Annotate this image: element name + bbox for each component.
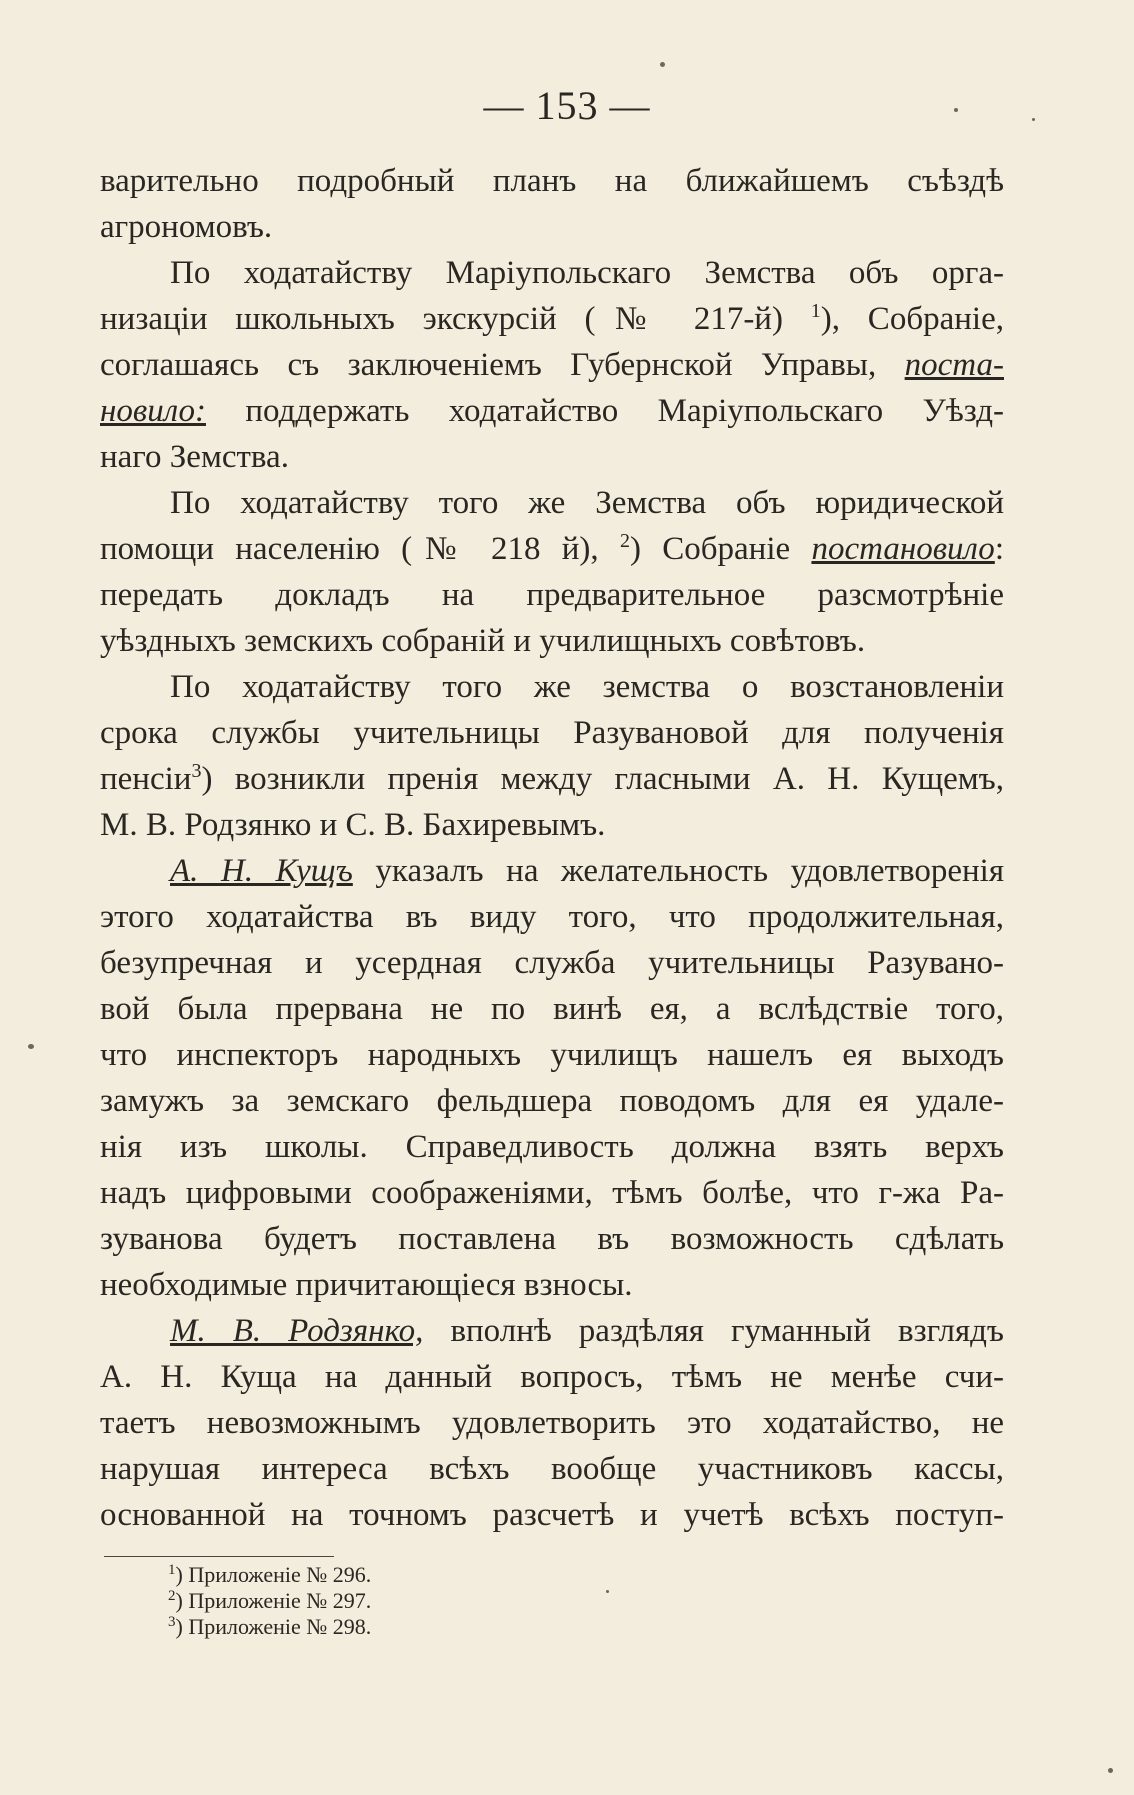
print-speck: [660, 62, 665, 67]
text-segment: По ходатайству того же земства о возстановленіи: [170, 669, 1004, 705]
text-line: [100, 1308, 1004, 1354]
text-line: [100, 296, 1004, 342]
text-segment: что инспекторъ народныхъ училищъ нашелъ ея выходъ: [100, 1037, 1004, 1073]
text-segment: пенсіи: [100, 761, 192, 797]
text-line: [100, 848, 1004, 894]
text-segment: агрономовъ.: [100, 209, 273, 245]
text-segment: безупречная и усердная служба учительницы Разувано-: [100, 945, 1004, 981]
footnote-ref: 3: [191, 760, 202, 782]
text-segment: вполнѣ раздѣляя гуманный взглядъ: [423, 1313, 1004, 1349]
text-segment: нарушая интереса всѣхъ вообще участниковъ кассы,: [100, 1451, 1004, 1487]
text-line: [100, 526, 1004, 572]
text-segment: уѣздныхъ земскихъ собраній и училищныхъ совѣтовъ.: [100, 623, 866, 659]
footnote-number: 1: [168, 1562, 176, 1578]
print-speck: [606, 1590, 609, 1593]
text-line: [100, 1216, 1004, 1262]
text-line: [100, 1262, 1004, 1308]
footnote-number: 3: [168, 1614, 176, 1630]
emphasis-text: А. Н. Кущъ: [170, 853, 353, 889]
footnote: [168, 1614, 371, 1640]
emphasis-text: новило:: [100, 393, 206, 429]
text-line: [100, 986, 1004, 1032]
print-speck: [954, 108, 958, 112]
emphasis-text: М. В. Родзянко,: [170, 1313, 424, 1349]
text-segment: передать докладъ на предварительное разсмотрѣніе: [100, 577, 1004, 613]
text-segment: указалъ на желательность удовлетворенія: [352, 853, 1004, 889]
text-segment: срока службы учительницы Разувановой для полученія: [100, 715, 1004, 751]
text-segment: М. В. Родзянко и С. В. Бахиревымъ.: [100, 807, 606, 843]
text-segment: этого ходатайства въ виду того, что продолжительная,: [100, 899, 1004, 935]
emphasis-text: постановило: [811, 531, 995, 567]
text-segment: По ходатайству Маріупольскаго Земства объ орга-: [170, 255, 1004, 291]
text-line: [100, 342, 1004, 388]
text-line: [100, 1446, 1004, 1492]
footnote-text: ) Приложеніе № 296.: [175, 1562, 372, 1587]
text-line: [100, 250, 1004, 296]
footnote: [168, 1588, 371, 1614]
text-segment: варительно подробный планъ на ближайшемъ съѣздѣ: [100, 163, 1004, 199]
text-segment: низаціи школьныхъ экскурсій (№ 217-й): [100, 301, 811, 337]
text-line: [100, 756, 1004, 802]
print-speck: [1032, 118, 1035, 121]
text-segment: надъ цифровыми соображеніями, тѣмъ болѣе, что г-жа Ра-: [100, 1175, 1004, 1211]
text-segment: ) Собраніе: [629, 531, 812, 567]
text-segment: зуванова будетъ поставлена въ возможность сдѣлать: [100, 1221, 1004, 1257]
text-segment: ), Собраніе,: [820, 301, 1004, 337]
text-segment: ) возникли пренія между гласными А. Н. Кущемъ,: [201, 761, 1004, 797]
text-line: [100, 388, 1004, 434]
text-line: [100, 1354, 1004, 1400]
text-line: [100, 572, 1004, 618]
emphasis-text: поста-: [904, 347, 1004, 383]
text-segment: помощи населенію (№ 218 й),: [100, 531, 620, 567]
text-line: [100, 894, 1004, 940]
text-line: [100, 1124, 1004, 1170]
print-speck: [28, 1044, 34, 1049]
text-line: [100, 1078, 1004, 1124]
footnote-rule: [104, 1556, 334, 1557]
text-segment: основанной на точномъ разсчетѣ и учетѣ всѣхъ поступ-: [100, 1497, 1004, 1533]
text-segment: нія изъ школы. Справедливость должна взять верхъ: [100, 1129, 1004, 1165]
text-line: [100, 158, 1004, 204]
text-line: [100, 710, 1004, 756]
text-line: [100, 618, 1004, 664]
text-segment: замужъ за земскаго фельдшера поводомъ для ея удале-: [100, 1083, 1004, 1119]
footnote-text: ) Приложеніе № 298.: [175, 1614, 372, 1639]
text-line: [100, 204, 1004, 250]
text-segment: вой была прервана не по винѣ ея, а вслѣдствіе того,: [100, 991, 1004, 1027]
print-speck: [1108, 1768, 1113, 1773]
text-segment: наго Земства.: [100, 439, 289, 475]
text-segment: таетъ невозможнымъ удовлетворить это ходатайство, не: [100, 1405, 1004, 1441]
text-line: [100, 664, 1004, 710]
footnotes: [168, 1562, 371, 1640]
text-segment: А. Н. Куща на данный вопросъ, тѣмъ не менѣе счи-: [100, 1359, 1004, 1395]
text-line: [100, 802, 1004, 848]
text-line: [100, 1492, 1004, 1538]
footnote-ref: 2: [619, 530, 630, 552]
text-segment: :: [994, 531, 1004, 567]
text-line: [100, 940, 1004, 986]
footnote: [168, 1562, 371, 1588]
page-number: — 153 —: [483, 83, 651, 128]
footnote-number: 2: [168, 1588, 176, 1604]
text-segment: По ходатайству того же Земства объ юридической: [170, 485, 1004, 521]
text-segment: поддержать ходатайство Маріупольскаго Уѣзд-: [205, 393, 1004, 429]
text-line: [100, 1170, 1004, 1216]
text-line: [100, 1400, 1004, 1446]
text-segment: соглашаясь съ заключеніемъ Губернской Управы,: [100, 347, 905, 383]
footnote-ref: 1: [810, 300, 821, 322]
text-line: [100, 480, 1004, 526]
text-segment: необходимые причитающіеся взносы.: [100, 1267, 633, 1303]
body-text: [100, 158, 1004, 1538]
footnote-text: ) Приложеніе № 297.: [175, 1588, 372, 1613]
text-line: [100, 434, 1004, 480]
text-line: [100, 1032, 1004, 1078]
